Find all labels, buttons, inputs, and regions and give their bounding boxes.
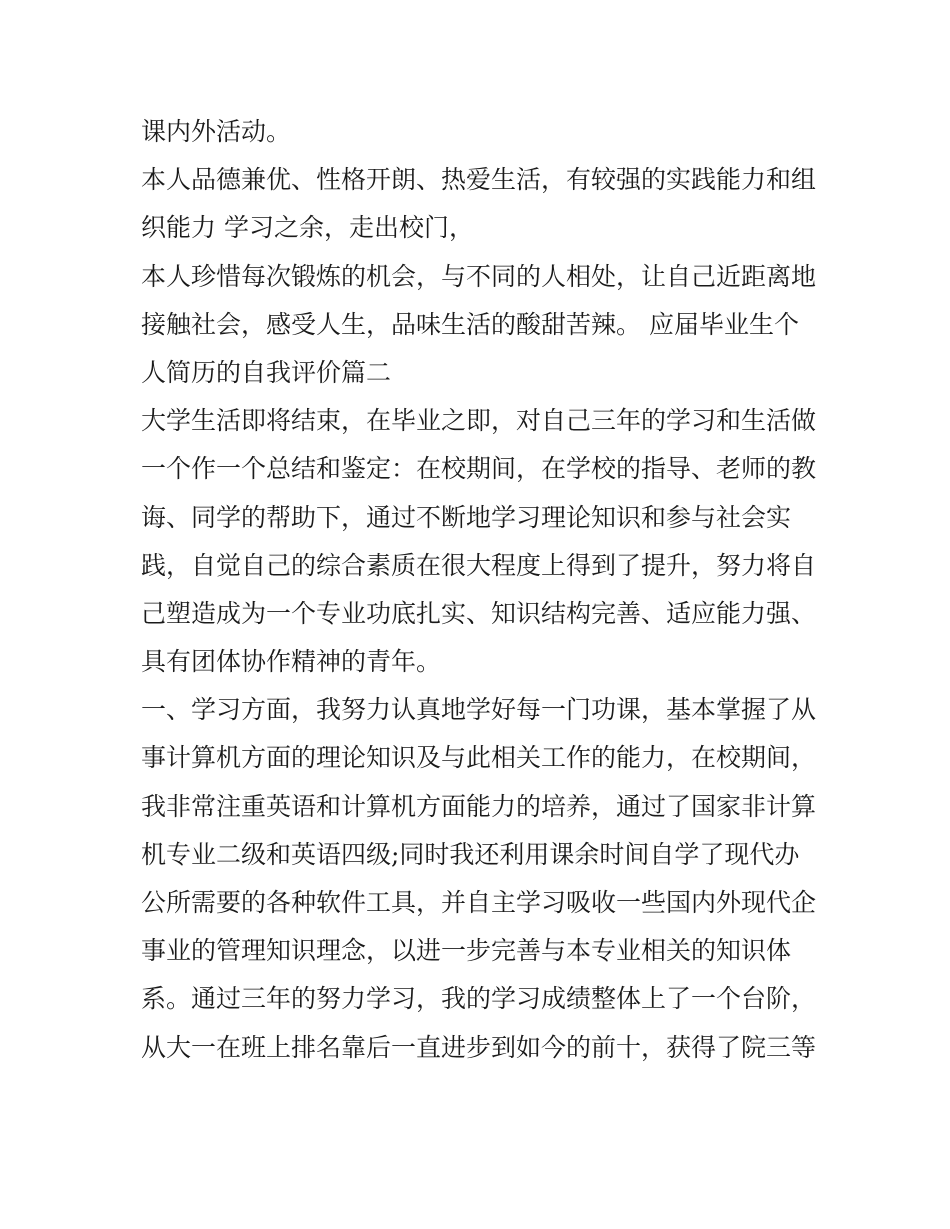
text-line: 我非常注重英语和计算机方面能力的培养，通过了国家非计算	[141, 791, 817, 821]
text-line: 践，自觉自己的综合素质在很大程度上得到了提升，努力将自	[141, 550, 817, 580]
text-line: 本人品德兼优、性格开朗、热爱生活，有较强的实践能力和组	[141, 165, 817, 195]
text-line: 事业的管理知识理念，以进一步完善与本专业相关的知识体	[141, 936, 792, 966]
text-line: 己塑造成为一个专业功底扎实、知识结构完善、适应能力强、	[141, 598, 817, 628]
text-line: 本人珍惜每次锻炼的机会，与不同的人相处，让自己近距离地	[141, 261, 817, 291]
text-line: 事计算机方面的理论知识及与此相关工作的能力，在校期间，	[141, 743, 817, 773]
text-line: 系。通过三年的努力学习，我的学习成绩整体上了一个台阶，	[141, 984, 817, 1014]
section-heading: 人简历的自我评价篇二	[141, 357, 392, 387]
text-line: 公所需要的各种软件工具，并自主学习吸收一些国内外现代企	[141, 888, 817, 917]
text-line: 一个作一个总结和鉴定：在校期间，在学校的指导、老师的教	[141, 454, 817, 484]
text-line: 接触社会，感受人生，品味生活的酸甜苦辣。 应届毕业生个	[141, 309, 799, 339]
text-line: 具有团体协作精神的青年。	[141, 647, 442, 677]
text-line: 课内外活动。	[141, 117, 292, 146]
body-text	[141, 108, 821, 1072]
text-line: 从大一在班上排名靠后一直进步到如今的前十，获得了院三等	[141, 1032, 817, 1062]
text-line: 诲、同学的帮助下，通过不断地学习理论知识和参与社会实	[141, 502, 792, 532]
text-line: 机专业二级和英语四级;同时我还利用课余时间自学了现代办	[141, 839, 800, 869]
text-line: 一、学习方面，我努力认真地学好每一门功课，基本掌握了从	[141, 695, 817, 725]
text-line: 大学生活即将结束，在毕业之即，对自己三年的学习和生活做	[141, 406, 817, 436]
text-line: 织能力 学习之余，走出校门，	[141, 213, 474, 243]
